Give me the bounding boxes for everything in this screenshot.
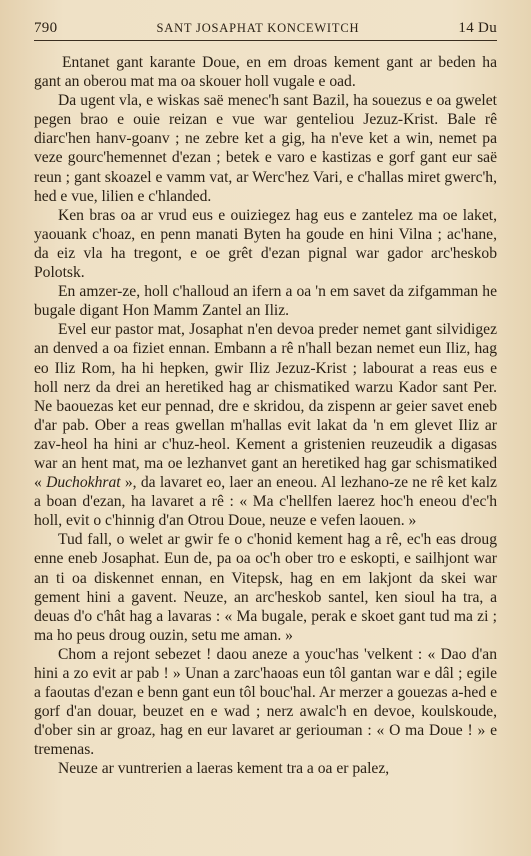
running-title: SANT JOSAPHAT KONCEWITCH (156, 21, 360, 35)
page-number: 790 (34, 20, 58, 36)
paragraph: Chom a rejont sebezet ! daou aneze a youc'has 'velkent : « Dao d'an hini a zo evit ar pab ! » Unan a zarc'haoas eun tôl gantan war e dâl ; egile a faoutas d'ezan e benn gant eun tôl bouc'hal. Ar merzer a gouezas a-hed e gorf d'an douar, beuzet en e wad ; nerz awalc'h en devoe, koulskoude, d'ober sin ar groaz, hag en eur lavaret ar geriouman : « O ma Doue ! » e tremenas. (34, 645, 497, 759)
paragraph: En amzer-ze, holl c'halloud an ifern a oa 'n em savet da zifgamman he bugale digant Hon Mamm Zantel an Iliz. (34, 283, 497, 320)
section-marker: 14 Du (458, 20, 497, 36)
paragraph: Neuze ar vuntrerien a laeras kement tra a oa er palez, (58, 760, 390, 778)
paragraph: Entanet gant karante Doue, en em droas kement gant ar beden ha gant an oberou mat ma oa skouer holl vugale e oad. (34, 54, 497, 91)
body-text (34, 53, 497, 779)
running-header (34, 20, 497, 41)
paragraph: Evel eur pastor mat, Josaphat n'en devoa preder nemet gant silvidigez an denved a oa fiziet ennan. Embann a rê n'hall bezan nemet eun Iliz, hag eo Iliz Rom, ha hi hepken, gwir Iliz Jezuz-Krist ; labourat a reas eus e holl nerz da drei an heretiked hag ar chismatiked warzu Kador sant Per. Ne baouezas ket eur pennad, dre e skridou, da zispenn ar geier savet eneb d'ar pab. Ober a reas gwellan m'hallas evit lakat da 'n em glevet Iliz ar zav-heol ha hini ar c'huz-heol. Kement a gristenien reuzeudik a digasas war an hent mat, ma oe lezhanvet gant an heretiked hag gar schismatiked « Duchokhrat », da lavaret eo, laer an eneou. Al lezhano-ze ne rê ket kalz a boan d'ezan, ha lavaret a rê : « Ma c'hellfen laerez hoc'h eneou d'ec'h holl, evit o c'hinnig d'an Otrou Doue, neuze e vefen laouen. » (34, 321, 497, 530)
paragraph: Tud fall, o welet ar gwir fe o c'honid kement hag a rê, ec'h eas droug enne eneb Josaphat. Eun de, pa oa oc'h ober tro e eskopti, e sailhjont war an ti oa diskennet ennan, en Vitepsk, hag en em lakjont da skei war gement hini a gavent. Neuze, an arc'heskob santel, ken sioul ha tra, a deuas d'o c'hât hag a lavaras : « Ma bugale, perak e skoet gant tud ma zi ; ma ho peus droug ouzin, setu me aman. » (34, 531, 497, 644)
italic-term: Duchokhrat (46, 474, 121, 492)
paragraph: Ken bras oa ar vrud eus e ouiziegez hag eus e zantelez ma oe laket, yaouank c'hoaz, en penn manati Byten ha goude en hini Vilna ; ac'hane, da eiz vla ha tregont, e oe grêt d'ezan pignal war gador arc'heskob Polotsk. (34, 206, 497, 282)
paragraph: Da ugent vla, e wiskas saë menec'h sant Bazil, ha souezus e oa gwelet pegen brao e ouie reizan e vue war genteliou Jezuz-Krist. Bale rê diarc'hen hanv-goanv ; ne zebre ket a gig, ha n'eve ket a win, nemet pa veze gourc'hemennet d'ezan ; betek e varo e kastizas e gorf gant eur saë reun ; gant skoazel e vamm vat, ar Werc'hez Vari, e c'hallas miret gwerc'h, hed e vue, lilien e c'hlanded. (34, 92, 497, 205)
